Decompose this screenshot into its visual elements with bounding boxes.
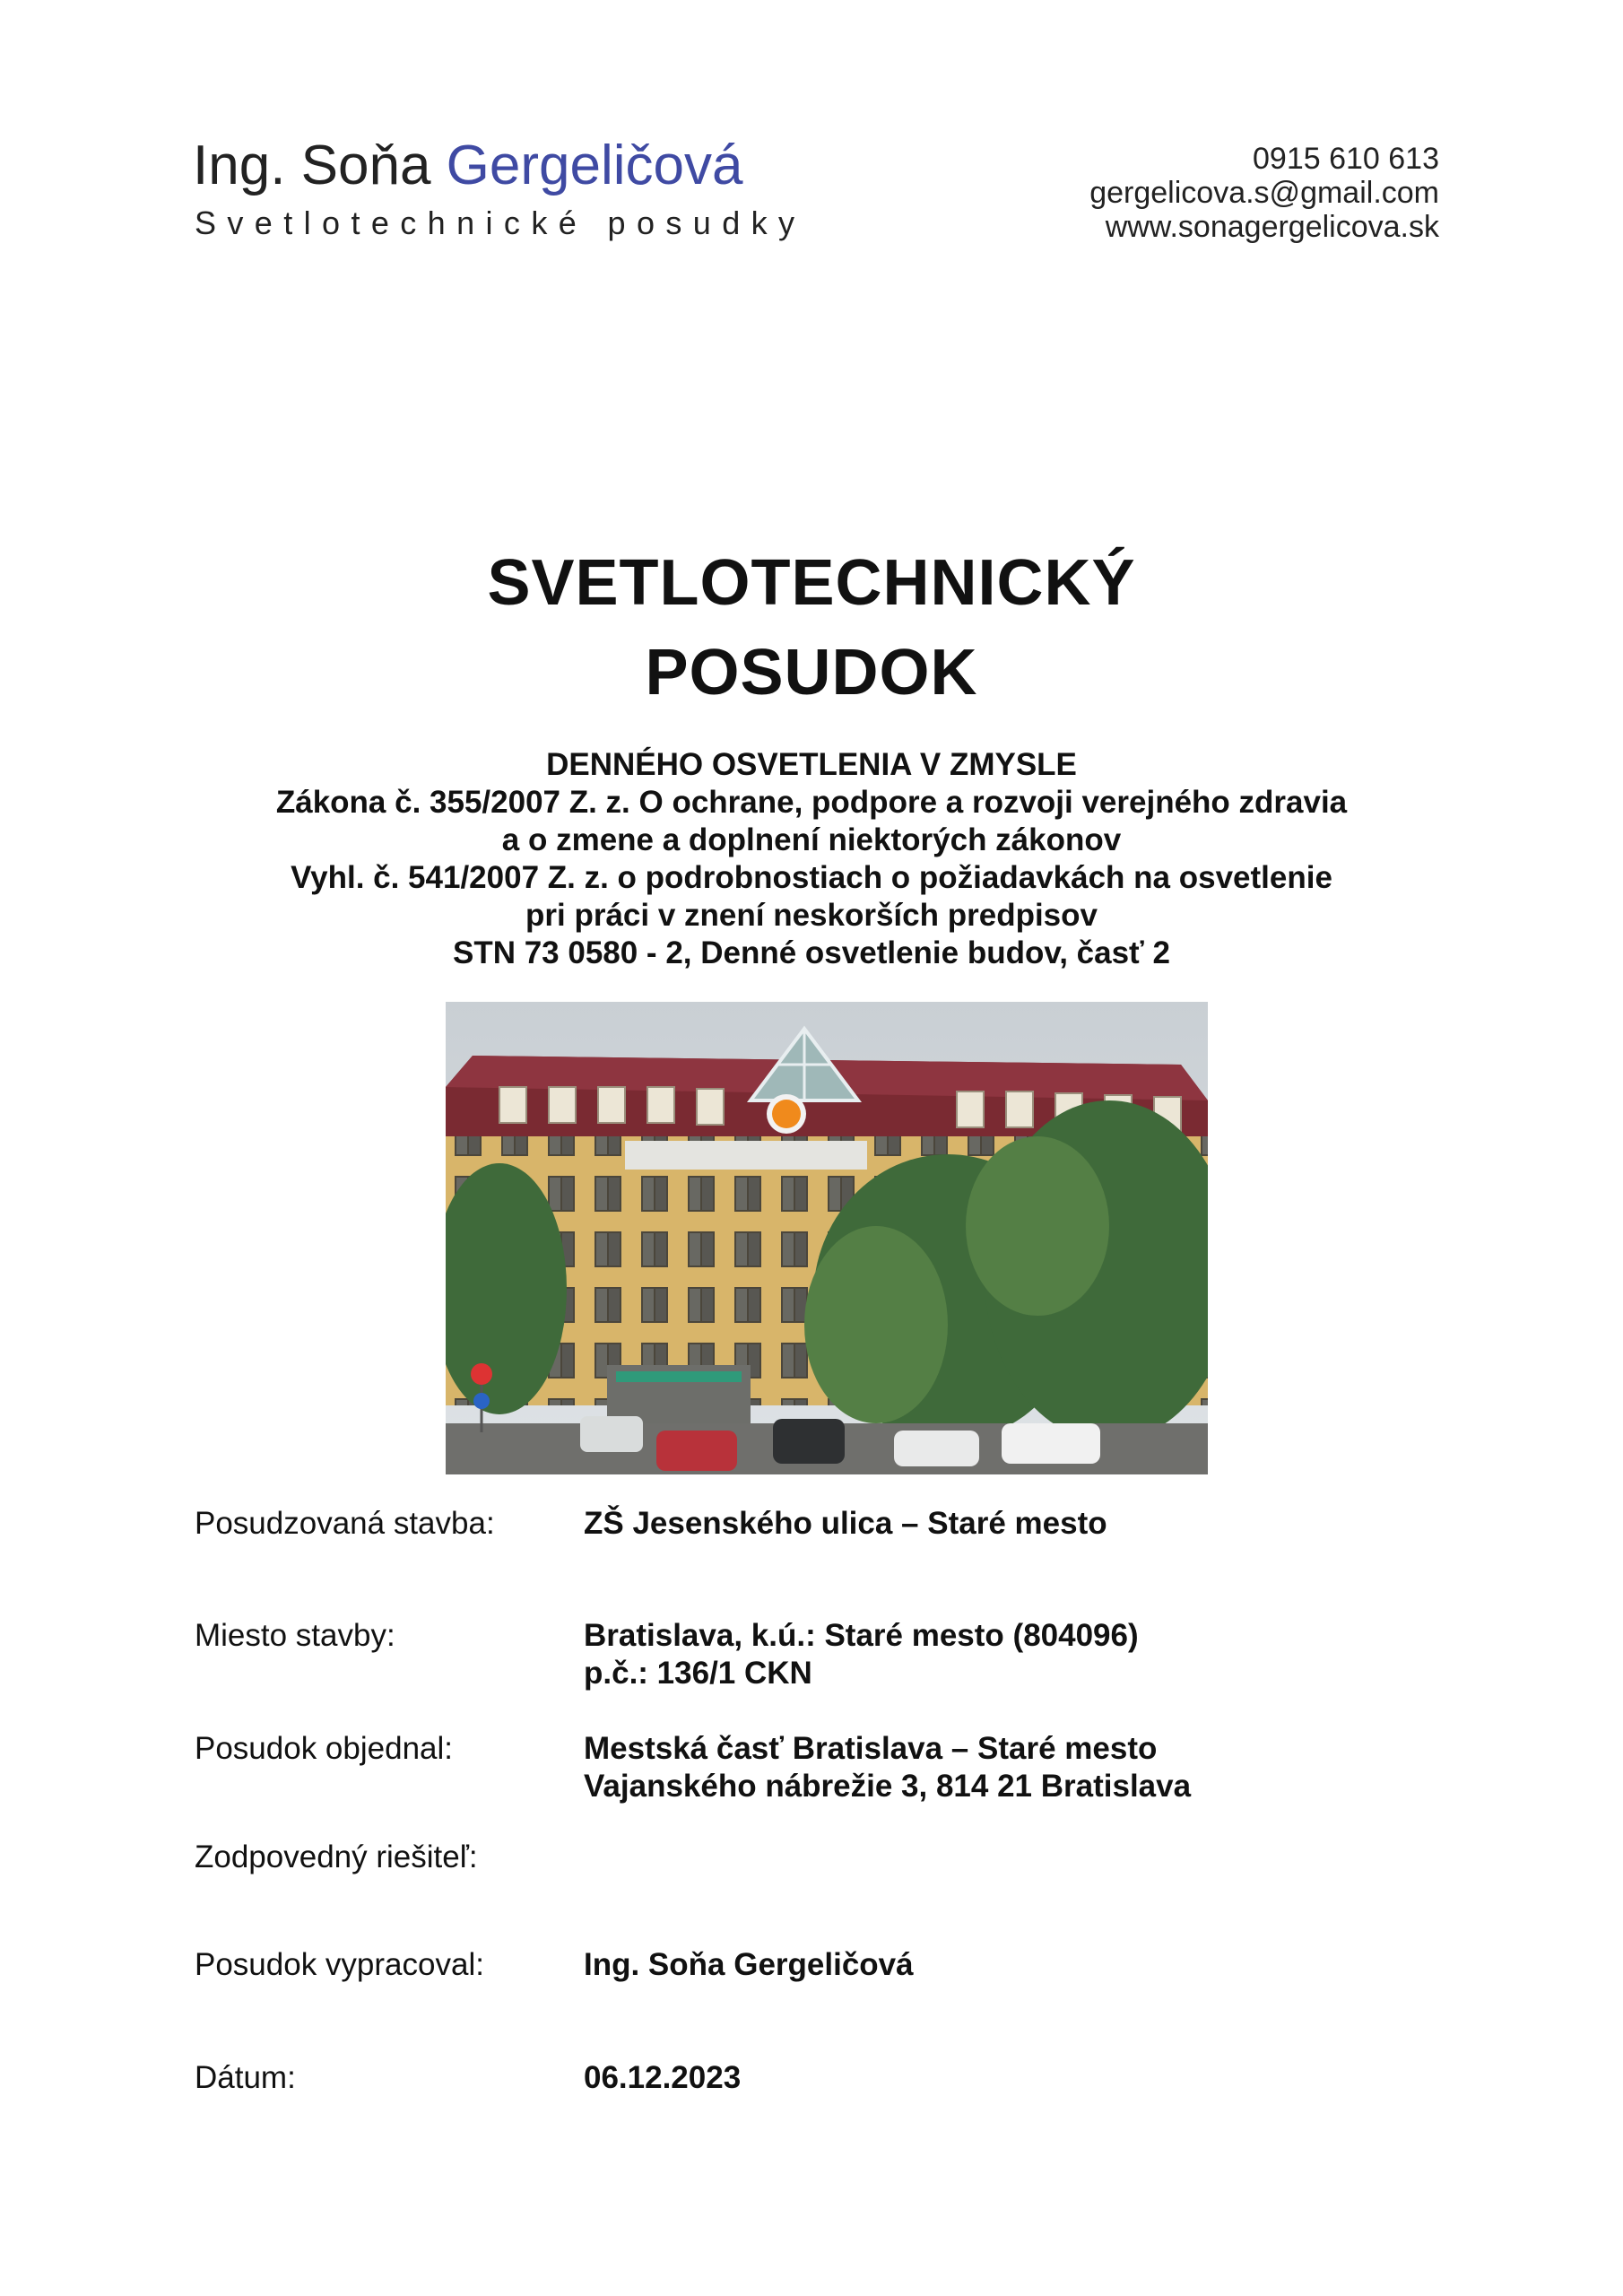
building-illustration	[446, 1002, 1208, 1474]
vypracoval-label: Posudok vypracoval:	[195, 1947, 484, 1982]
miesto-value-line-1: Bratislava, k.ú.: Staré mesto (804096)	[584, 1618, 1139, 1653]
author-name-first: Ing. Soňa	[193, 135, 431, 196]
author-tagline: Svetlotechnické posudky	[195, 204, 806, 241]
document-title	[0, 538, 1623, 718]
author-name-last: Gergeličová	[446, 135, 743, 196]
riesitel-label: Zodpovedný riešiteľ:	[195, 1839, 478, 1874]
subtitle-line: DENNÉHO OSVETLENIA V ZMYSLE	[546, 747, 1077, 782]
datum-value: 06.12.2023	[584, 2060, 742, 2095]
datum-label: Dátum:	[195, 2060, 296, 2095]
subtitle-line: a o zmene a doplnení niektorých zákonov	[501, 822, 1122, 857]
contact-website[interactable]: www.sonagergelicova.sk	[1105, 210, 1439, 244]
document-title-line-2: POSUDOK	[645, 637, 978, 709]
miesto-label: Miesto stavby:	[195, 1618, 395, 1653]
contact-block	[1089, 142, 1439, 244]
miesto-value-line-2: p.č.: 136/1 CKN	[584, 1656, 812, 1691]
building-photo	[446, 1002, 1208, 1474]
objednal-value	[584, 1730, 1191, 1805]
document-subtitle	[0, 746, 1623, 972]
stavba-value: ZŠ Jesenského ulica – Staré mesto	[584, 1506, 1107, 1541]
objednal-label: Posudok objednal:	[195, 1731, 453, 1766]
subtitle-line: STN 73 0580 - 2, Denné osvetlenie budov, časť 2	[452, 935, 1171, 970]
contact-email[interactable]: gergelicova.s@gmail.com	[1089, 176, 1439, 210]
objednal-value-line-2: Vajanského nábrežie 3, 814 21 Bratislava	[584, 1769, 1192, 1804]
contact-phone: 0915 610 613	[1253, 142, 1439, 176]
subtitle-line: Zákona č. 355/2007 Z. z. O ochrane, podpore a rozvoji verejného zdravia	[275, 785, 1348, 820]
subtitle-line: pri práci v znení neskorších predpisov	[525, 898, 1098, 933]
stavba-label: Posudzovaná stavba:	[195, 1506, 495, 1541]
vypracoval-value: Ing. Soňa Gergeličová	[584, 1947, 914, 1982]
objednal-value-line-1: Mestská časť Bratislava – Staré mesto	[584, 1731, 1158, 1766]
miesto-value	[584, 1617, 1139, 1692]
document-title-line-1: SVETLOTECHNICKÝ	[487, 547, 1136, 619]
author-name	[193, 135, 743, 197]
subtitle-line: Vyhl. č. 541/2007 Z. z. o podrobnostiach o požiadavkách na osvetlenie	[291, 860, 1332, 895]
